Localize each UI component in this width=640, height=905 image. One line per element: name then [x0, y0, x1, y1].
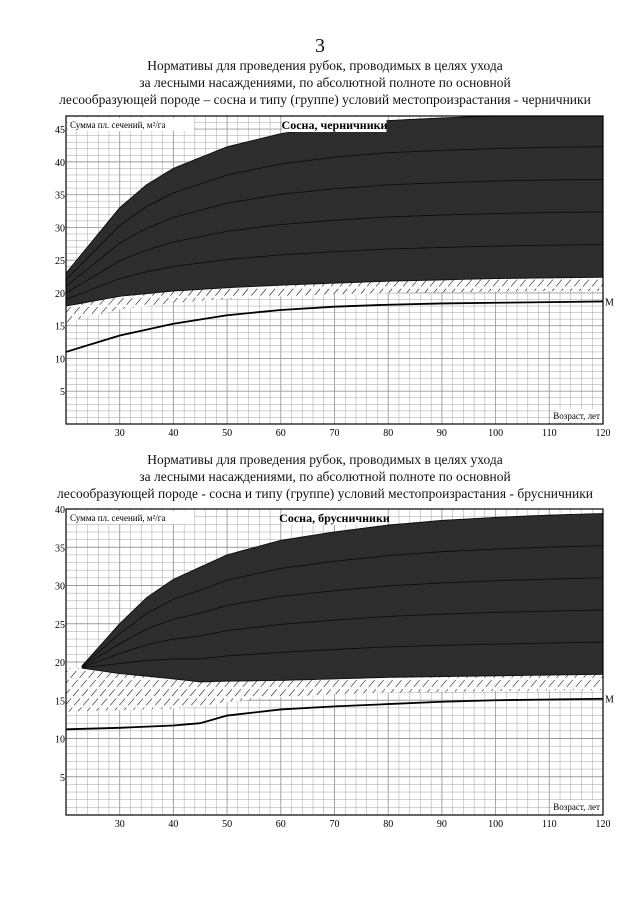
- hatch-line: [611, 509, 640, 815]
- hatch-line: [0, 509, 25, 815]
- heading-line: Нормативы для проведения рубок, проводимых в целях ухода: [147, 58, 503, 73]
- y-tick-label: 40: [55, 505, 65, 516]
- heading-line: за лесными насаждениями, по абсолютной полноте по основной: [139, 75, 511, 90]
- model-line-label: М: [605, 297, 614, 309]
- page-number: 3: [315, 35, 325, 57]
- heading-line: лесообразующей породе – сосна и типу (группе) условий местопроизрастания - черничники: [59, 92, 591, 107]
- x-tick-label: 30: [114, 428, 125, 439]
- x-tick-label: 110: [541, 819, 557, 827]
- hatch-line: [611, 116, 640, 424]
- y-tick-label: 5: [60, 387, 65, 399]
- chart-heading-2: [40, 451, 610, 502]
- hatch-line: [0, 509, 43, 815]
- y-tick-label: 30: [55, 581, 65, 593]
- x-tick-label: 50: [222, 819, 233, 827]
- y-tick-label: 15: [55, 696, 65, 708]
- heading-line: за лесными насаждениями, по абсолютной полноте по основной: [139, 469, 511, 484]
- hatch-line: [0, 116, 61, 424]
- y-tick-label: 25: [55, 619, 65, 631]
- chart-heading-1: [40, 57, 610, 108]
- y-tick-label: 10: [55, 354, 65, 366]
- hatch-line: [0, 509, 34, 815]
- y-tick-label: 35: [55, 190, 65, 202]
- hatch-line: [629, 116, 640, 424]
- hatch-line: [620, 509, 640, 815]
- hatch-line: [602, 116, 640, 424]
- x-tick-label: 80: [383, 819, 394, 827]
- hatch-line: [0, 116, 16, 424]
- x-axis-label: Возраст, лет: [553, 411, 600, 421]
- hatch-line: [0, 116, 34, 424]
- y-tick-label: 30: [55, 223, 65, 235]
- hatch-line: [0, 116, 25, 424]
- y-axis-label: Сумма пл. сечений, м²/га: [70, 513, 166, 523]
- y-tick-label: 25: [55, 256, 65, 268]
- y-tick-label: 5: [60, 772, 65, 784]
- hatch-line: [0, 116, 43, 424]
- y-tick-label: 40: [55, 157, 65, 169]
- hatch-line: [0, 509, 52, 815]
- x-tick-label: 40: [168, 428, 179, 439]
- y-tick-label: 20: [55, 658, 65, 669]
- x-tick-label: 100: [488, 428, 504, 439]
- x-tick-label: 120: [595, 428, 611, 439]
- x-tick-label: 50: [222, 428, 233, 439]
- chart-title: Сосна, черничники: [281, 118, 388, 132]
- hatch-line: [0, 116, 52, 424]
- y-tick-label: 45: [55, 125, 65, 137]
- x-tick-label: 110: [541, 428, 557, 439]
- x-tick-label: 120: [595, 819, 611, 827]
- x-tick-label: 30: [114, 819, 125, 827]
- x-tick-label: 90: [436, 819, 447, 827]
- hatch-line: [629, 509, 640, 815]
- heading-line: Нормативы для проведения рубок, проводимых в целях ухода: [147, 452, 503, 467]
- y-tick-label: 15: [55, 321, 65, 333]
- heading-line: лесообразующей породе - сосна и типу (группе) условий местопроизрастания - брусничники: [56, 486, 594, 501]
- hatch-line: [620, 116, 640, 424]
- x-tick-label: 80: [383, 428, 394, 439]
- hatch-line: [0, 509, 61, 815]
- hatch-line: [0, 509, 7, 815]
- x-tick-label: 40: [168, 819, 179, 827]
- chart-pine-cowberry: [0, 497, 640, 827]
- x-axis-label: Возраст, лет: [553, 802, 600, 812]
- hatch-line: [602, 509, 640, 815]
- chart-title: Сосна, брусничники: [279, 511, 390, 525]
- hatch-line: [0, 116, 7, 424]
- y-tick-label: 35: [55, 543, 65, 555]
- x-tick-label: 60: [275, 428, 286, 439]
- x-tick-label: 70: [329, 428, 340, 439]
- y-tick-label: 10: [55, 734, 65, 746]
- x-tick-label: 70: [329, 819, 340, 827]
- x-tick-label: 60: [275, 819, 286, 827]
- x-tick-label: 90: [436, 428, 447, 439]
- x-tick-label: 100: [488, 819, 504, 827]
- y-tick-label: 20: [55, 288, 65, 300]
- model-line-label: М: [605, 694, 614, 706]
- y-axis-label: Сумма пл. сечений, м²/га: [70, 120, 166, 130]
- chart-pine-bilberry: [0, 110, 640, 440]
- hatch-line: [0, 509, 16, 815]
